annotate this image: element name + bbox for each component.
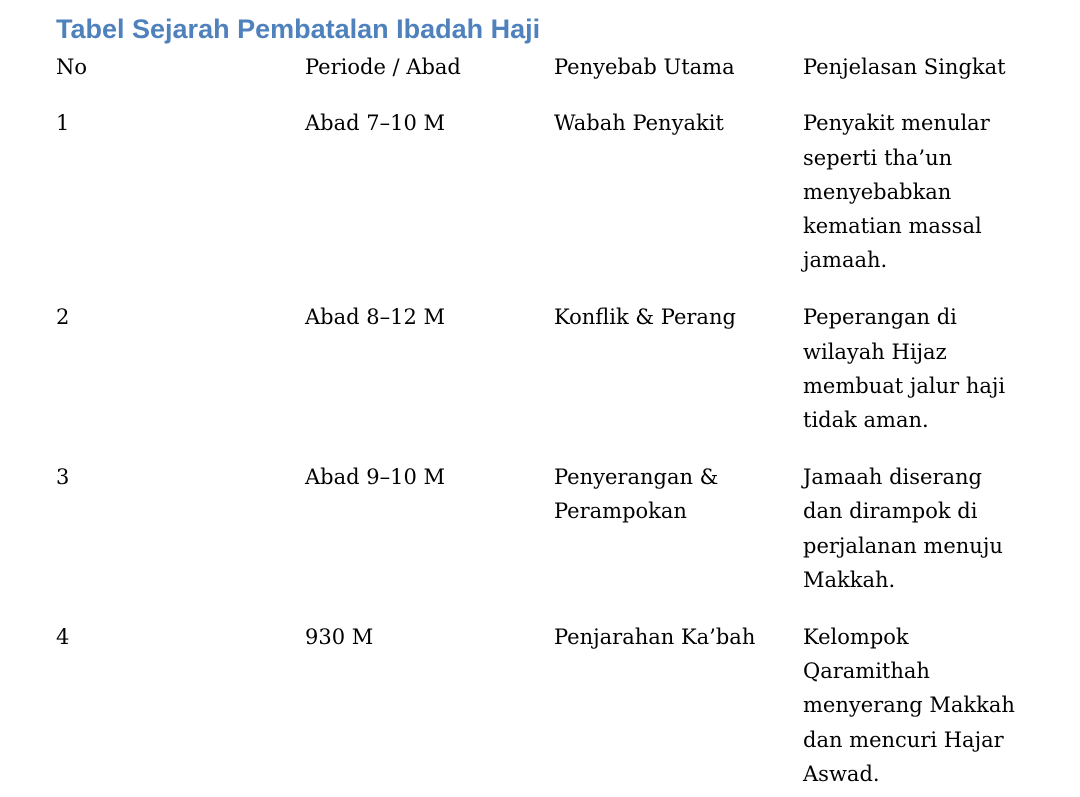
header-penjelasan: Penjelasan Singkat (803, 55, 1006, 79)
cell-periode: Abad 7–10 M (305, 111, 446, 136)
cell-penjelasan: Kelompok Qaramithah menyerang Makkah dan mencuri Hajar Aswad. (803, 624, 1015, 786)
cell-penjelasan: Penyakit menular seperti tha’un menyebabkan kematian massal jamaah. (803, 111, 990, 273)
cell-no: 1 (56, 111, 70, 136)
cell-periode: 930 M (305, 624, 374, 649)
cell-no: 3 (56, 464, 70, 489)
history-table (56, 50, 1056, 797)
cell-penyebab: Penyerangan & Perampokan (554, 464, 719, 524)
header-no: No (56, 55, 88, 79)
header-periode: Periode / Abad (305, 55, 461, 79)
table-header-row (56, 50, 1056, 84)
cell-penyebab: Wabah Penyakit (554, 111, 724, 136)
cell-penyebab: Penjarahan Ka’bah (554, 624, 756, 649)
cell-no: 2 (56, 305, 70, 330)
cell-penjelasan: Peperangan di wilayah Hijaz membuat jalur haji tidak aman. (803, 305, 1006, 433)
header-penyebab: Penyebab Utama (554, 55, 735, 79)
table-row (56, 620, 1056, 791)
cell-penyebab: Konflik & Perang (554, 305, 736, 330)
table-row (56, 106, 1056, 277)
table-row (56, 460, 1056, 597)
table-row (56, 300, 1056, 437)
cell-no: 4 (56, 624, 70, 649)
document-title: Tabel Sejarah Pembatalan Ibadah Haji (56, 14, 541, 44)
cell-periode: Abad 8–12 M (305, 305, 446, 330)
cell-periode: Abad 9–10 M (305, 464, 446, 489)
cell-penjelasan: Jamaah diserang dan dirampok di perjalanan menuju Makkah. (803, 464, 1003, 592)
